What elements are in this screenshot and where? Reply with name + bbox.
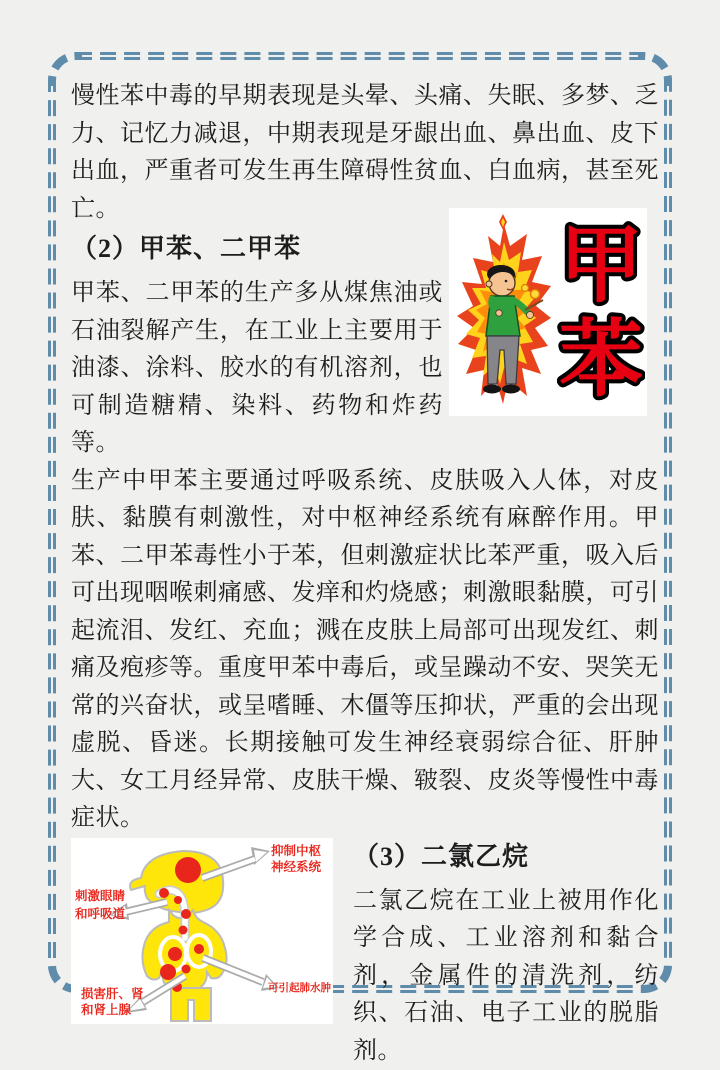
toluene-section <box>71 230 659 463</box>
border-split-line-left <box>51 86 53 959</box>
body-diagram-graphic <box>71 838 333 1024</box>
toluene-toxicity-paragraph: 生产中甲苯主要通过呼吸系统、皮肤吸入人体，对皮肤、黏膜有刺激性，对中枢神经系统有麻醉作用。甲苯、二甲苯毒性小于苯，但刺激症状比苯严重，吸入后可出现咽喉刺痛感、发痒和灼烧感；刺激眼黏膜，可引起流泪、发红、充血；溅在皮肤上局部可出现发红、刺痛及疱疹等。重度甲苯中毒后，或呈躁动不安、哭笑无常的兴奋状，或呈嗜睡、木僵等压抑状，严重的会出现虚脱、昏迷。长期接触可发生神经衰弱综合征、肝肿大、女工月经异常、皮肤干燥、皲裂、皮炎等慢性中毒症状。 <box>71 463 659 838</box>
toluene-char-bottom: 苯 <box>559 312 643 406</box>
burning-man-illustration <box>449 208 647 416</box>
label-irritate-eyes-line1: 刺激眼睛 <box>75 888 126 903</box>
dce-section-heading: （3）二氯乙烷 <box>353 838 659 876</box>
toluene-char-top: 甲 <box>559 218 643 312</box>
body-diagram-illustration <box>71 838 333 1024</box>
toluene-characters <box>557 212 645 412</box>
article-content <box>71 78 659 1070</box>
label-suppress-cns-line1: 抑制中枢 <box>271 843 322 858</box>
label-pulmonary-edema: 可引起肺水肿 <box>268 981 331 994</box>
border-split-line-right <box>667 86 669 959</box>
dce-uses-paragraph: 二氯乙烷在工业上被用作化学合成、工业溶剂和黏合剂，金属件的清洗剂，纺织、石油、电子工业的脱脂剂。 <box>353 883 659 1070</box>
benzene-intro-paragraph: 慢性苯中毒的早期表现是头晕、头痛、失眠、多梦、乏力、记忆力减退，中期表现是牙龈出血、鼻出血、皮下出血，严重者可发生再生障碍性贫血、白血病，甚至死亡。 <box>71 78 659 228</box>
toluene-production-paragraph: 甲苯、二甲苯的生产多从煤焦油或石油裂解产生，在工业上主要用于油漆、涂料、胶水的有机溶剂，也可制造糖精、染料、药物和炸药等。 <box>71 275 443 463</box>
label-damage-liver-line1: 损害肝、肾 <box>81 986 144 1001</box>
toluene-section-heading: （2）甲苯、二甲苯 <box>71 230 659 268</box>
label-damage-liver-line2: 和肾上腺 <box>81 1002 132 1017</box>
border-split-line-top <box>82 55 638 57</box>
dce-section <box>353 838 659 1070</box>
label-irritate-eyes-line2: 和呼吸道 <box>75 906 126 921</box>
burning-man-graphic <box>451 212 557 412</box>
bottom-section <box>71 838 659 1070</box>
label-suppress-cns-line2: 神经系统 <box>271 859 322 874</box>
